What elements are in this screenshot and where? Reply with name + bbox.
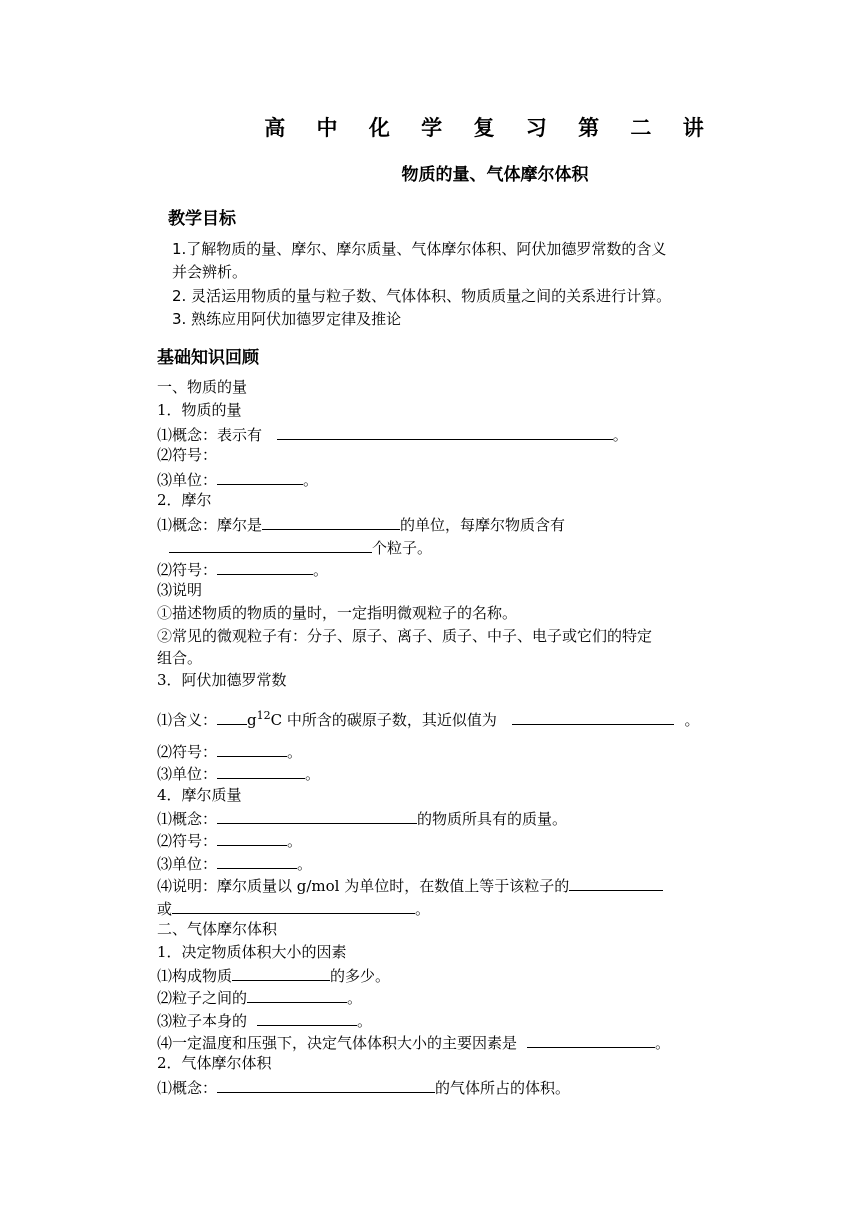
line-note-1: ①描述物质的物质的量时，一定指明微观粒子的名称。 — [157, 604, 518, 622]
answer-blank[interactable] — [217, 829, 287, 846]
answer-blank[interactable] — [217, 558, 313, 575]
line-concept-2-cont: 个粒子。 — [157, 536, 432, 558]
answer-blank[interactable] — [217, 762, 305, 779]
line-factor-3: ⑶粒子本身的 。 — [157, 1009, 372, 1031]
answer-blank[interactable] — [217, 1076, 435, 1093]
goal-line-2: 并会辨析。 — [172, 263, 248, 281]
page-title: 高 中 化 学 复 习 第 二 讲 — [264, 116, 716, 140]
goal-line-4: 3. 熟练应用阿伏加德罗定律及推论 — [172, 310, 402, 328]
line-concept-2: ⑴概念：摩尔是 的单位，每摩尔物质含有 — [157, 513, 565, 535]
item-3-heading: 3．阿伏加德罗常数 — [157, 671, 287, 689]
line-meaning-3: ⑴含义： $g^{12}C$ 中所含的碳原子数，其近似值为 。 — [157, 709, 700, 729]
goal-line-1: 1.了解物质的量、摩尔、摩尔质量、气体摩尔体积、阿伏加德罗常数的含义 — [172, 240, 667, 258]
answer-blank[interactable] — [569, 874, 663, 891]
answer-blank[interactable] — [217, 852, 297, 869]
line-symbol-3: ⑵符号： 。 — [157, 740, 302, 762]
answer-blank[interactable] — [217, 468, 303, 485]
section-1-heading: 一、物质的量 — [157, 378, 248, 396]
line-factor-1: ⑴构成物质 的多少。 — [157, 964, 390, 986]
page-subtitle: 物质的量、气体摩尔体积 — [401, 165, 589, 185]
goals-heading: 教学目标 — [168, 209, 236, 229]
line-concept-4: ⑴概念： 的物质所具有的质量。 — [157, 807, 567, 829]
answer-blank[interactable] — [512, 708, 674, 725]
line-symbol-2: ⑵符号： 。 — [157, 558, 328, 580]
line-unit-1: ⑶单位： 。 — [157, 468, 318, 490]
line-note-heading: ⑶说明 — [157, 581, 203, 599]
line-concept-2-2: ⑴概念： 的气体所占的体积。 — [157, 1076, 570, 1098]
review-heading: 基础知识回顾 — [157, 348, 259, 368]
section-2-heading: 二、气体摩尔体积 — [157, 920, 278, 938]
line-note-2: ②常见的微观粒子有：分子、原子、离子、质子、中子、电子或它们的特定 — [157, 627, 653, 645]
answer-blank[interactable] — [527, 1031, 655, 1048]
line-note-4-cont: 或 。 — [157, 897, 430, 919]
answer-blank[interactable] — [172, 897, 415, 914]
line-unit-3: ⑶单位： 。 — [157, 762, 320, 784]
goal-line-3: 2. 灵活运用物质的量与粒子数、气体体积、物质质量之间的关系进行计算。 — [172, 287, 672, 305]
line-concept-1: ⑴概念：表示有 。 — [157, 423, 628, 445]
answer-blank[interactable] — [169, 536, 372, 553]
line-factor-4: ⑷一定温度和压强下，决定气体体积大小的主要因素是 。 — [157, 1031, 670, 1053]
answer-blank[interactable] — [217, 807, 417, 824]
item-4-heading: 4．摩尔质量 — [157, 786, 242, 804]
item-2-1-heading: 1．决定物质体积大小的因素 — [157, 943, 347, 961]
answer-blank[interactable] — [232, 964, 330, 981]
line-symbol-1: ⑵符号： — [157, 446, 218, 464]
line-factor-2: ⑵粒子之间的 。 — [157, 986, 362, 1008]
answer-blank[interactable] — [257, 1009, 357, 1026]
answer-blank[interactable] — [217, 708, 247, 725]
answer-blank[interactable] — [262, 513, 400, 530]
item-2-2-heading: 2．气体摩尔体积 — [157, 1054, 272, 1072]
line-unit-4: ⑶单位： 。 — [157, 852, 312, 874]
answer-blank[interactable] — [247, 986, 347, 1003]
line-note-3: 组合。 — [157, 649, 203, 667]
answer-blank[interactable] — [277, 423, 613, 440]
answer-blank[interactable] — [217, 740, 287, 757]
item-2-heading: 2．摩尔 — [157, 491, 212, 509]
item-1-heading: 1．物质的量 — [157, 401, 242, 419]
line-symbol-4: ⑵符号： 。 — [157, 829, 302, 851]
line-note-4: ⑷说明：摩尔质量以 g/mol 为单位时，在数值上等于该粒子的 — [157, 874, 663, 896]
